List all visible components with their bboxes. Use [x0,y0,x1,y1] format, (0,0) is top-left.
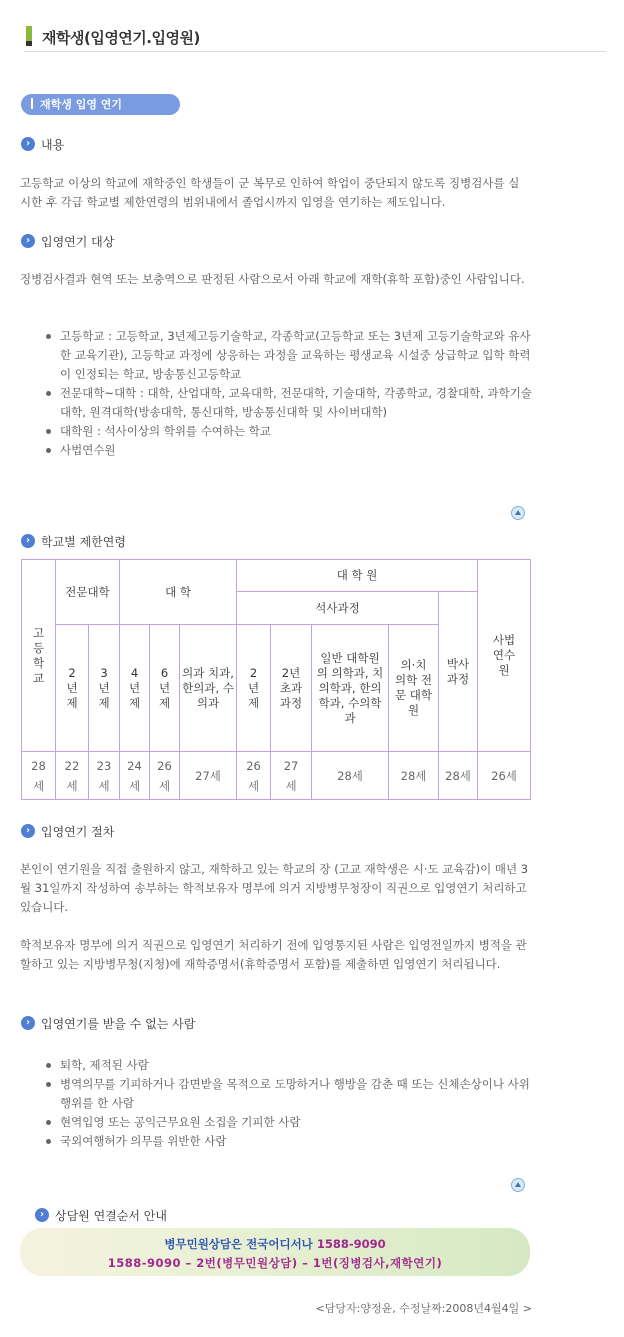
counsel-line-2: 1588-9090 – 2번(병무민원상담) – 1번(징병검사,재학연기) [107,1256,443,1270]
counsel-line-1-text: 병무민원상담은 전국어디서나 [164,1237,313,1251]
header-judicial: 사법 연수원 [478,560,531,752]
list-item: 고등학교 : 고등학교, 3년제고등기술학교, 각종학교(고등학교 또는 3년제 고등기술학교와 유사한 교육기관), 고등학교 과정에 상응하는 과정을 교육하는 평생교육 시설중 상급학교 입학 학력이 인정되는 학교, 방송통신고등학교 [44,327,532,384]
age-cell: 26세 [237,752,271,800]
arrow-right-icon: › [21,824,35,838]
header-jc-3yr: 3년제 [89,625,120,752]
list-item: 사법연수원 [44,441,532,460]
section-pill: 재학생 입영 연기 [21,94,180,115]
age-limit-table [21,559,531,800]
target-paragraph: 징병검사결과 현역 또는 보충역으로 판정된 사람으로서 아래 학교에 재학(휴학 포함)중인 사람입니다. [20,272,525,286]
section-title: 입영연기 대상 [41,234,115,249]
section-title: 상담원 연결순서 안내 [55,1208,167,1223]
age-cell: 24세 [120,752,150,800]
list-item: 전문대학~대학 : 대학, 산업대학, 교육대학, 전문대학, 기술대학, 각종학교, 경찰대학, 과학기술대학, 원격대학(방송대학, 통신대학, 방송통신대학 및 사이버대학) [44,384,532,422]
age-cell: 26세 [150,752,180,800]
list-item: 대학원 : 석사이상의 학위를 수여하는 학교 [44,422,532,441]
section-heading-age-limit [21,533,126,549]
counsel-line-1 [20,1236,530,1252]
age-cell: 23세 [89,752,120,800]
header-junior-college: 전문대학 [56,560,120,625]
header-ms-medical: 일반 대학원의 의학과, 치의학과, 한의학과, 수의학과 [312,625,389,752]
arrow-right-icon: › [21,1016,35,1030]
age-cell: 26세 [478,752,531,800]
section-title: 입영연기 절차 [41,824,115,839]
arrow-right-icon: › [21,534,35,548]
header-ms-2yr: 2년제 [237,625,271,752]
header-uni-6yr: 6년제 [150,625,180,752]
arrow-right-icon: › [21,137,35,151]
header-grad-school: 대 학 원 [237,560,478,592]
section-title: 학교별 제한연령 [41,534,126,549]
section-heading-target [21,233,114,249]
header-jc-2yr: 2년제 [56,625,89,752]
list-item: 현역입영 또는 공익근무요원 소집을 기피한 사람 [44,1113,532,1132]
scroll-top-icon[interactable] [511,1178,525,1192]
footer-info: <담당자:양정윤, 수정날짜:2008년4월4일 > [315,1302,532,1315]
header-ms-professional: 의·치 의학 전문 대학원 [389,625,439,752]
section-heading-counsel [35,1207,167,1223]
list-item: 병역의무를 기피하거나 감면받을 목적으로 도망하거나 행방을 감춘 때 또는 신체손상이나 사위행위를 한 사람 [44,1075,532,1113]
header-doctoral: 박사과정 [439,592,478,752]
target-list [44,327,532,460]
content-paragraph: 고등학교 이상의 학교에 재학중인 학생들이 군 복무로 인하여 학업이 중단되지 않도록 징병검사를 실시한 후 각급 학교별 제한연령의 범위내에서 졸업시까지 입영을 연기하는 제도입니다. [20,176,520,209]
header-masters: 석사과정 [237,592,439,625]
header-uni-4yr: 4년제 [120,625,150,752]
age-cell: 27세 [271,752,312,800]
header-ms-over-2yr: 2년 초과 과정 [271,625,312,752]
counsel-phone-number: 1588-9090 [316,1237,386,1251]
page-title: 재학생(입영연기.입영원) [42,29,200,47]
age-cell: 28세 [312,752,389,800]
section-title: 입영연기를 받을 수 없는 사람 [41,1016,196,1031]
list-item: 퇴학, 제적된 사람 [44,1056,532,1075]
procedure-paragraph-2: 학적보유자 명부에 의거 직권으로 입영연기 처리하기 전에 입영통지된 사람은 입영전일까지 병적을 관할하고 있는 지방병무청(지청)에 재학증명서(휴학증명서 포함)를 제출하면 입영연기 처리됩니다. [20,938,527,971]
title-marker-icon [26,26,32,46]
procedure-paragraph-1: 본인이 연기원을 직접 출원하지 않고, 재학하고 있는 학교의 장 (고교 재학생은 시·도 교육감)이 매년 3월 31일까지 작성하여 송부하는 학적보유자 명부에 의거 지방병무청장이 직권으로 입영연기 처리하고 있습니다. [20,862,529,914]
header-uni-medical: 의과 치과, 한의과, 수의과 [180,625,237,752]
section-title: 내용 [41,137,65,152]
age-cell: 28세 [22,752,56,800]
header-high-school: 고등학교 [22,560,56,752]
scroll-top-icon[interactable] [511,506,525,520]
arrow-right-icon: › [21,234,35,248]
counsel-notice-box [20,1228,530,1276]
arrow-right-icon: › [35,1208,49,1222]
page-header [24,22,606,52]
section-heading-procedure [21,823,114,839]
section-heading-ineligible [21,1015,195,1031]
header-university: 대 학 [120,560,237,625]
list-item: 국외여행허가 의무를 위반한 사람 [44,1132,532,1151]
age-cell: 27세 [180,752,237,800]
age-cell: 22세 [56,752,89,800]
age-cell: 28세 [439,752,478,800]
age-cell: 28세 [389,752,439,800]
section-heading-content [21,136,64,152]
ineligible-list [44,1056,532,1151]
